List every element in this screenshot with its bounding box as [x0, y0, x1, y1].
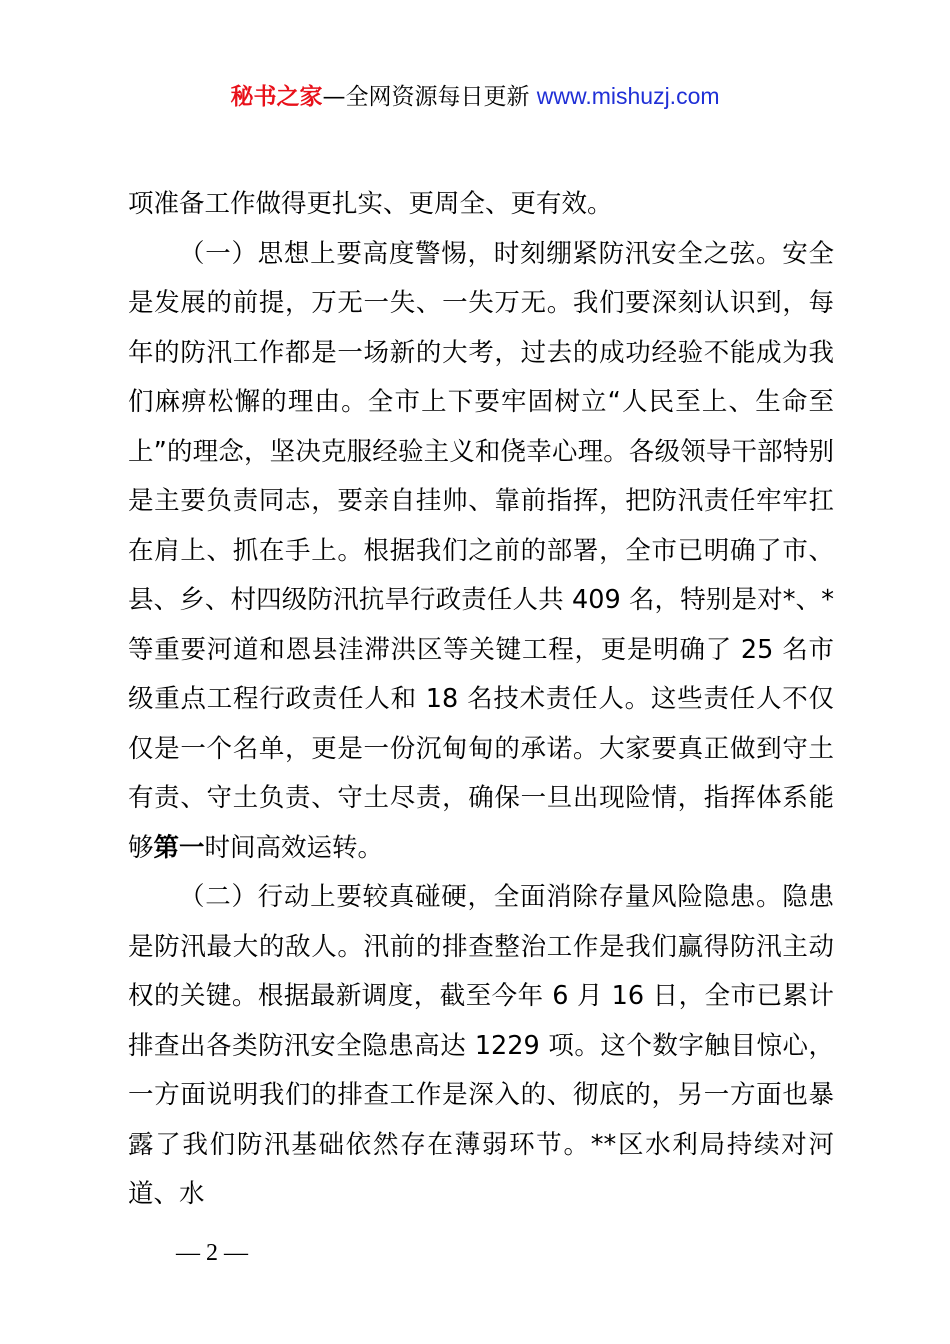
paragraph-section-one-tail: 时间高效运转。	[204, 832, 384, 863]
paragraph-section-one-text: （一）思想上要高度警惕，时刻绷紧防汛安全之弦。安全是发展的前提，万无一失、一失万无。我们要深刻认识到，每年的防汛工作都是一场新的大考，过去的成功经验不能成为我们麻痹松懈的理由。全市上下要牢固树立“人民至上、生命至上”的理念，坚决克服经验主义和侥幸心理。各级领导干部特别是主要负责同志，要亲自挂帅、靠前指挥，把防汛责任牢牢扛在肩上、抓在手上。根据我们之前的部署，全市已明确了市、县、乡、村四级防汛抗旱行政责任人共 409 名，特别是对*、*等重要河道和恩县洼滞洪区等关键工程，更是明确了 25 名市级重点工程行政责任人和 18 名技术责任人。这些责任人不仅仅是一个名单，更是一份沉甸甸的承诺。大家要真正做到守土有责、守土负责、守土尽责，确保一旦出现险情，指挥体系能够	[128, 238, 834, 863]
page-number: — 2 —	[176, 1240, 248, 1266]
brand-name: 秘书之家	[230, 84, 323, 110]
site-url-link[interactable]: www.mishuzj.com	[536, 83, 720, 109]
paragraph-section-one	[128, 230, 834, 874]
bold-emphasis: 第一	[153, 832, 205, 863]
site-header	[0, 80, 950, 113]
paragraph-section-two: （二）行动上要较真碰硬，全面消除存量风险隐患。隐患是防汛最大的敌人。汛前的排查整治工作是我们赢得防汛主动权的关键。根据最新调度，截至今年 6 月 16 日，全市已累计排查出各类防汛安全隐患高达 1229 项。这个数字触目惊心，一方面说明我们的排查工作是深入的、彻底的，另一方面也暴露了我们防汛基础依然存在薄弱环节。**区水利局持续对河道、水	[128, 882, 834, 1209]
document-body	[128, 180, 834, 1220]
paragraph-continuation: 项准备工作做得更扎实、更周全、更有效。	[128, 189, 613, 219]
header-tagline: —全网资源每日更新	[322, 84, 537, 110]
